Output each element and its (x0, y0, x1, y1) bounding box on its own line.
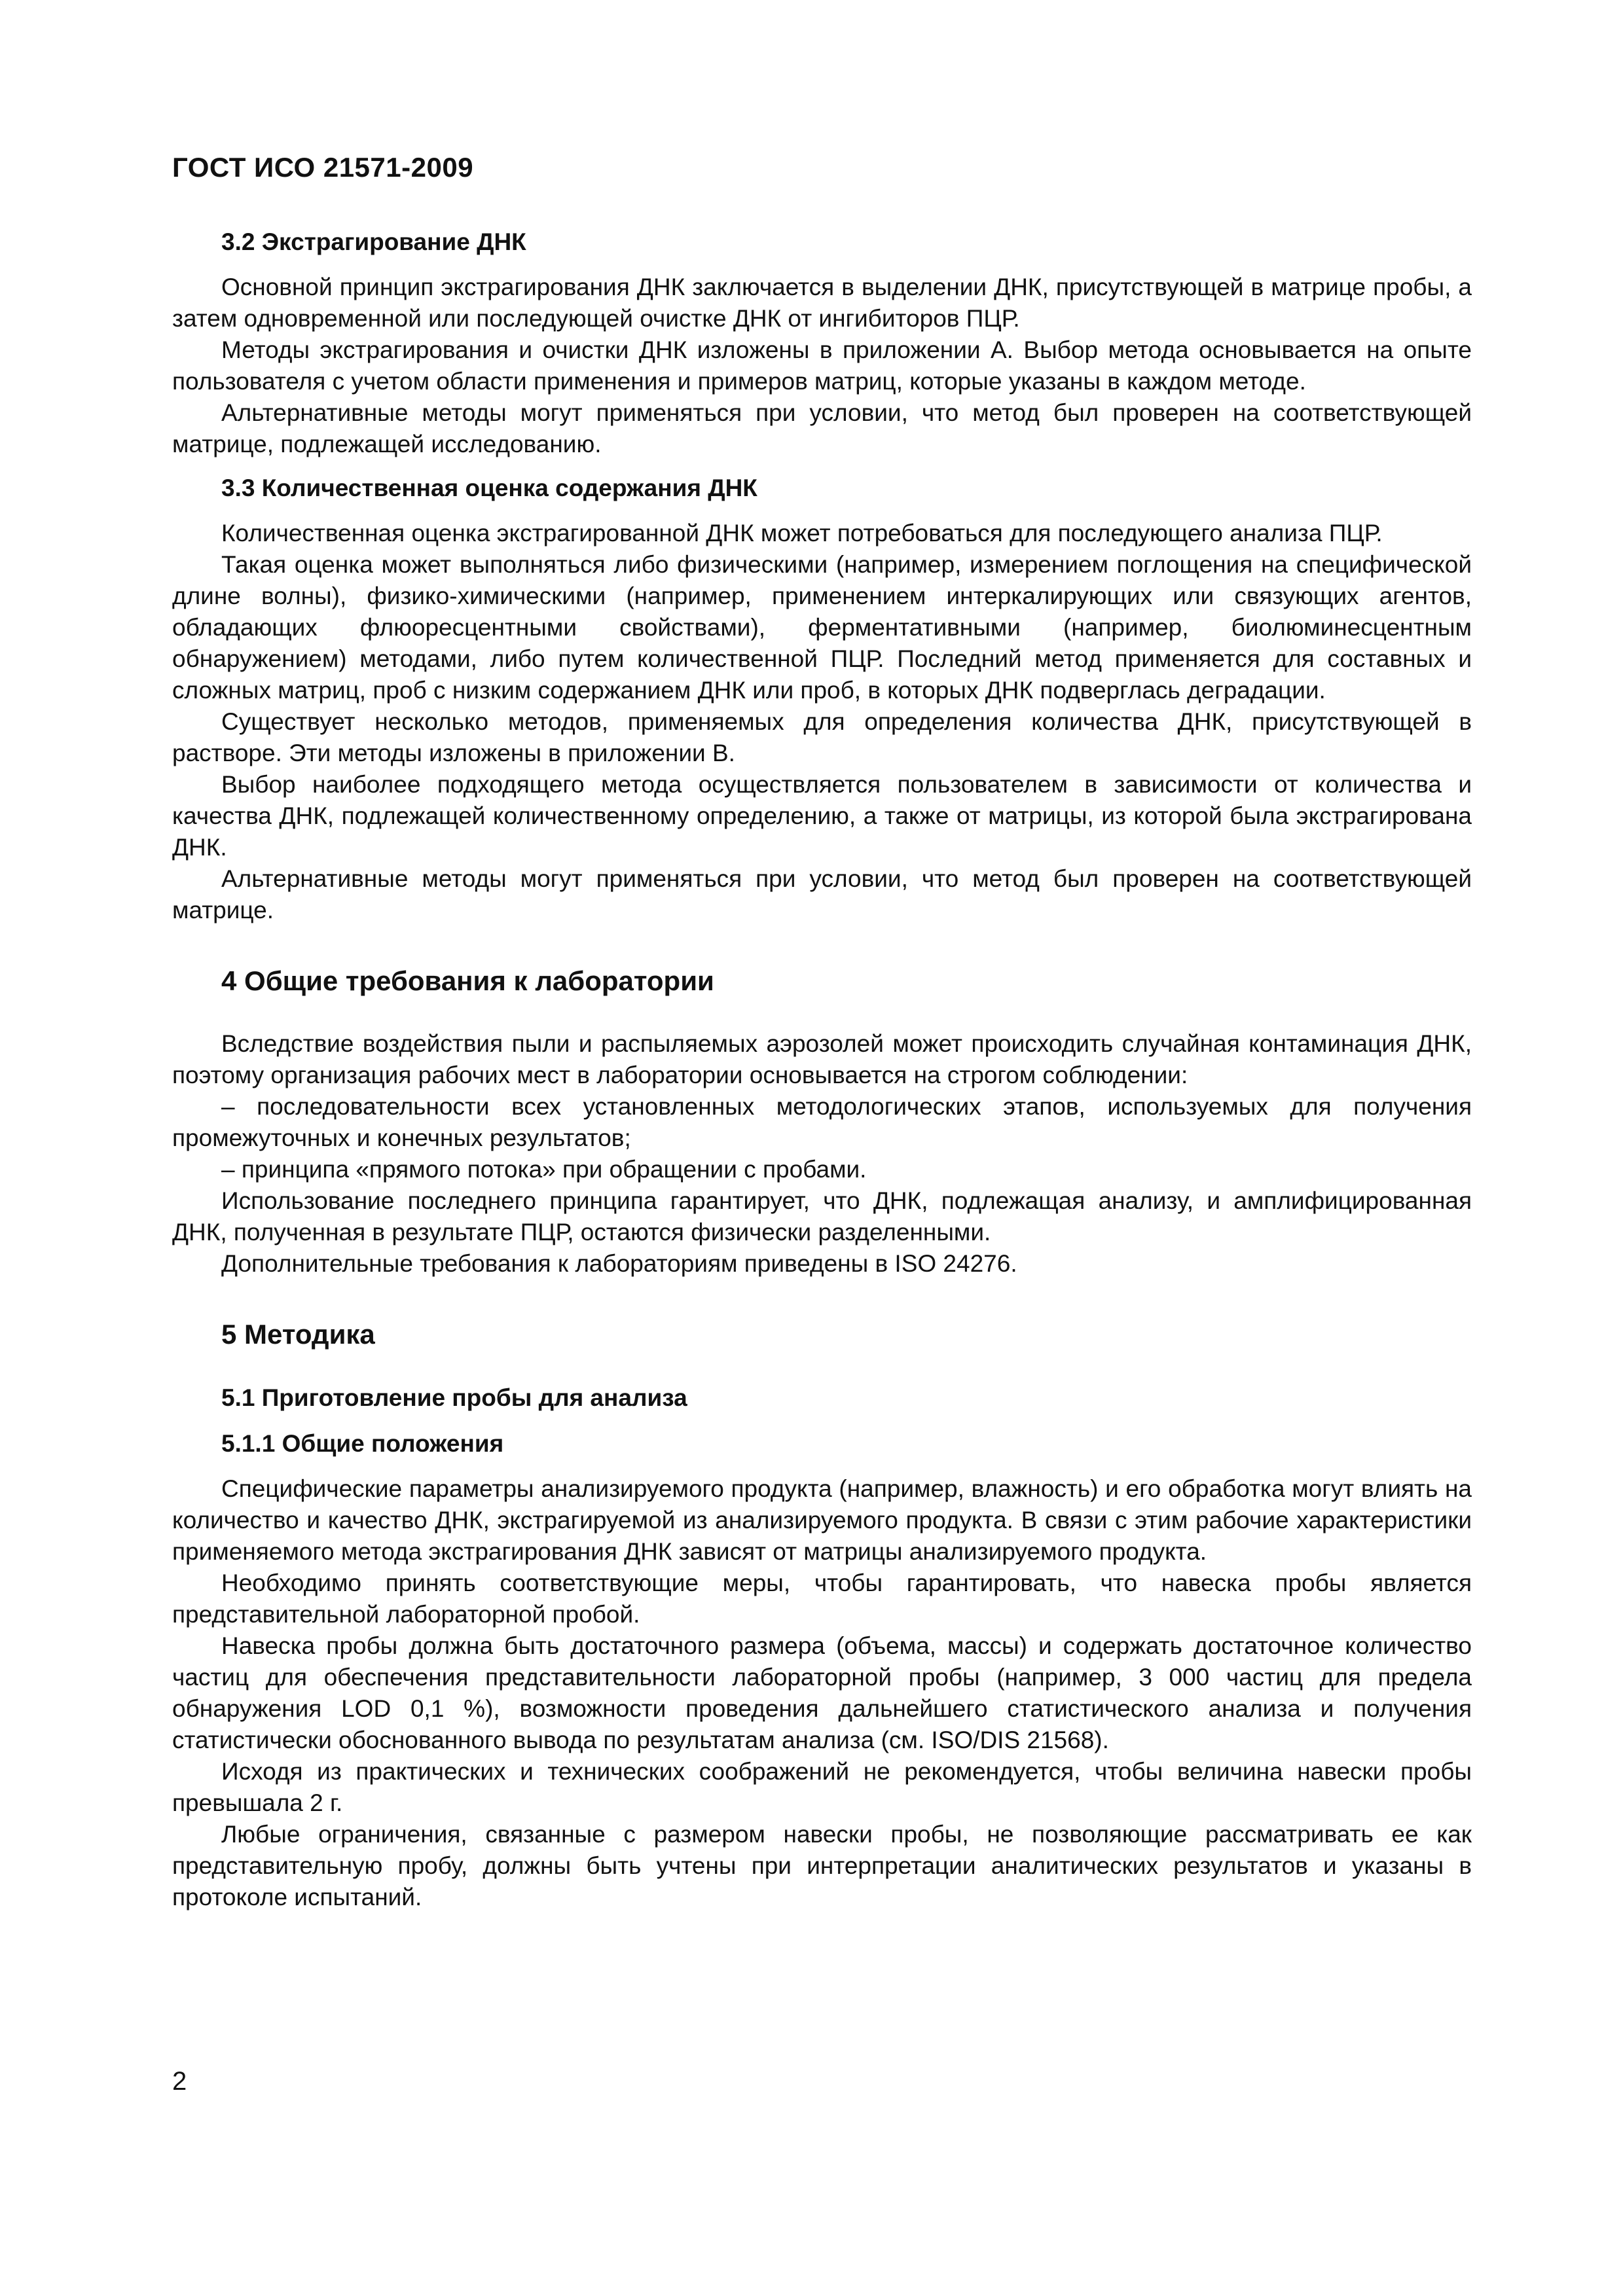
paragraph: Выбор наиболее подходящего метода осуществляется пользователем в зависимости от количества и качества ДНК, подлежащей количественному определению, а также от матрицы, из которой была экстрагирована ДНК. (172, 771, 1472, 861)
paragraph: Такая оценка может выполняться либо физическими (например, измерением поглощения на специфической длине волны), физико-химическими (например, применением интеркалирующих или связующих агентов, обладающих флюоресцентными свойствами), ферментативными (например, биолюминесцентным обнаружением) методами, либо путем количественной ПЦР. Последний метод применяется для составных и сложных матриц, проб с низким содержанием ДНК или проб, в которых ДНК подверглась деградации. (172, 551, 1472, 704)
spacer (172, 926, 1472, 963)
section-4-heading: 4 Общие требования к лаборатории (221, 965, 714, 996)
section-3-3-heading: 3.3 Количественная оценка содержания ДНК (221, 475, 757, 501)
paragraph: Альтернативные методы могут применяться при условии, что метод был проверен на соответствующей матрице, подлежащей исследованию. (172, 399, 1472, 457)
list-item: – последовательности всех установленных методологических этапов, используемых для получения промежуточных и конечных результатов; (172, 1093, 1472, 1151)
page-content (172, 226, 1472, 1913)
paragraph: Исходя из практических и технических соображений не рекомендуется, чтобы величина навески пробы превышала 2 г. (172, 1758, 1472, 1816)
paragraph: Навеска пробы должна быть достаточного размера (объема, массы) и содержать достаточное количество частиц для обеспечения представительности лабораторной пробы (например, 3 000 частиц для предела обнаружения LOD 0,1 %), возможности проведения дальнейшего статистического анализа и получения статистически обоснованного вывода по результатам анализа (см. ISO/DIS 21568). (172, 1632, 1472, 1753)
page-number: 2 (172, 2067, 187, 2096)
document-id-header: ГОСТ ИСО 21571-2009 (172, 152, 474, 183)
paragraph: Любые ограничения, связанные с размером навески пробы, не позволяющие рассматривать ее как представительную пробу, должны быть учтены при интерпретации аналитических результатов и указаны в протоколе испытаний. (172, 1821, 1472, 1910)
paragraph: Методы экстрагирования и очистки ДНК изложены в приложении А. Выбор метода основывается на опыте пользователя с учетом области применения и примеров матриц, которые указаны в каждом методе. (172, 336, 1472, 395)
list-item: – принципа «прямого потока» при обращении с пробами. (221, 1156, 867, 1183)
paragraph: Использование последнего принципа гарантирует, что ДНК, подлежащая анализу, и амплифицированная ДНК, полученная в результате ПЦР, остаются физически разделенными. (172, 1187, 1472, 1246)
paragraph: Количественная оценка экстрагированной ДНК может потребоваться для последующего анализа ПЦР. (221, 520, 1383, 547)
section-5-1-1-heading: 5.1.1 Общие положения (221, 1430, 504, 1457)
section-5-1-heading: 5.1 Приготовление пробы для анализа (221, 1384, 687, 1411)
paragraph: Вследствие воздействия пыли и распыляемых аэрозолей может происходить случайная контаминация ДНК, поэтому организация рабочих мест в лаборатории основывается на строгом соблюдении: (172, 1030, 1472, 1088)
paragraph: Дополнительные требования к лабораториям приведены в ISO 24276. (221, 1250, 1017, 1277)
spacer (172, 460, 1472, 472)
section-5-heading: 5 Методика (221, 1319, 375, 1350)
paragraph: Альтернативные методы могут применяться при условии, что метод был проверен на соответствующей матрице. (172, 865, 1472, 924)
paragraph: Основной принцип экстрагирования ДНК заключается в выделении ДНК, присутствующей в матрице пробы, а затем одновременной или последующей очистке ДНК от ингибиторов ПЦР. (172, 274, 1472, 332)
section-3-2-heading: 3.2 Экстрагирование ДНК (221, 228, 526, 255)
paragraph: Необходимо принять соответствующие меры, чтобы гарантировать, что навеска пробы является представительной лабораторной пробой. (172, 1570, 1472, 1628)
paragraph: Специфические параметры анализируемого продукта (например, влажность) и его обработка могут влиять на количество и качество ДНК, экстрагируемой из анализируемого продукта. В связи с этим рабочие характеристики применяемого метода экстрагирования ДНК зависят от матрицы анализируемого продукта. (172, 1475, 1472, 1565)
spacer (172, 1280, 1472, 1316)
paragraph: Существует несколько методов, применяемых для определения количества ДНК, присутствующей в растворе. Эти методы изложены в приложении В. (172, 708, 1472, 766)
